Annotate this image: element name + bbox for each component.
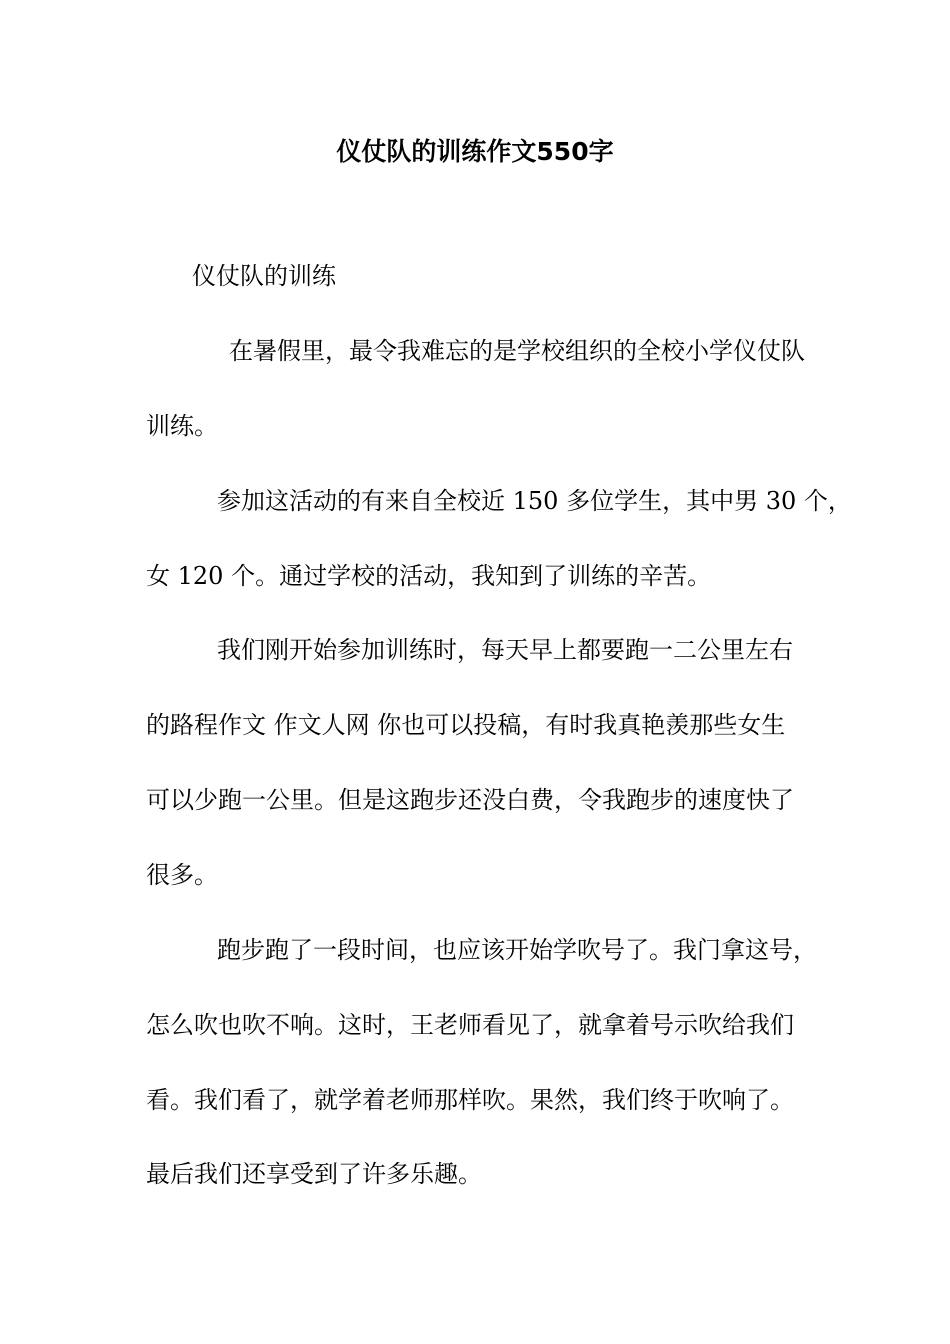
- paragraph-line: 看。我们看了，就学着老师那样吹。果然，我们终于吹响了。: [146, 1086, 794, 1114]
- paragraph-line: 最后我们还享受到了许多乐趣。: [146, 1160, 482, 1188]
- paragraph-line: 跑步跑了一段时间，也应该开始学吹号了。我门拿这号，: [217, 936, 817, 964]
- paragraph-line: 我们刚开始参加训练时，每天早上都要跑一二公里左右: [217, 636, 793, 664]
- paragraph-line: 训练。: [146, 412, 218, 440]
- paragraph-line: 很多。: [146, 861, 218, 889]
- paragraph-line: 在暑假里，最令我难忘的是学校组织的全校小学仪仗队: [229, 337, 805, 365]
- paragraph-line: 女 120 个。通过学校的活动，我知到了训练的辛苦。: [146, 562, 712, 590]
- essay-subtitle: 仪仗队的训练: [192, 262, 336, 290]
- paragraph-line: 参加这活动的有来自全校近 150 多位学生，其中男 30 个，: [217, 487, 852, 515]
- document-title: 仪仗队的训练作文550字: [336, 137, 614, 166]
- paragraph-line: 可以少跑一公里。但是这跑步还没白费，令我跑步的速度快了: [146, 786, 794, 814]
- paragraph-line: 怎么吹也吹不响。这时，王老师看见了，就拿着号示吹给我们: [146, 1011, 794, 1039]
- paragraph-line: 的路程作文 作文人网 你也可以投稿，有时我真艳羡那些女生: [146, 711, 786, 739]
